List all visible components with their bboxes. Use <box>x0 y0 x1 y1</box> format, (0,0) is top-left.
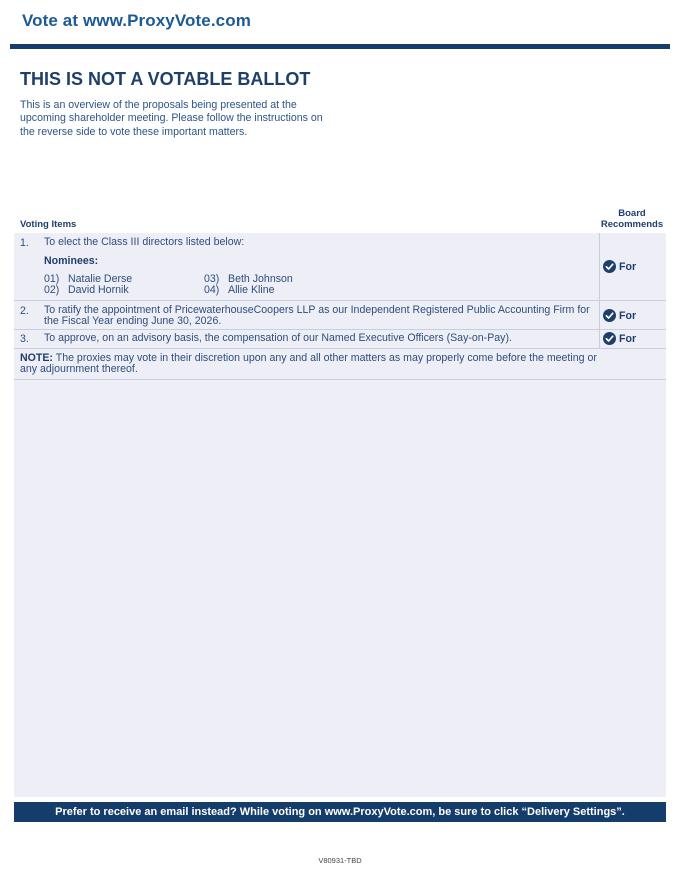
voting-item-row <box>14 233 666 301</box>
check-circle-icon <box>603 260 616 273</box>
column-divider <box>599 233 600 300</box>
check-circle-icon <box>603 332 616 345</box>
column-header-board-recommends <box>596 208 668 230</box>
check-circle-icon <box>603 309 616 322</box>
recommendation <box>603 332 636 345</box>
voting-table <box>14 233 666 797</box>
nominee-number: 03) <box>204 273 220 285</box>
item-text: To approve, on an advisory basis, the compensation of our Named Executive Officers (Say-on-Pay). <box>44 332 512 344</box>
nominee-number: 04) <box>204 284 220 296</box>
document-code: V80931-TBD <box>318 856 362 865</box>
column-header-line1: Board <box>618 208 646 219</box>
nominee-name: David Hornik <box>68 284 129 296</box>
voting-item-row <box>14 330 666 349</box>
item-number: 2. <box>20 305 29 317</box>
recommendation-label: For <box>619 332 637 345</box>
nominee-name: Beth Johnson <box>228 273 293 285</box>
nominee-number: 02) <box>44 284 60 296</box>
item-number: 1. <box>20 237 29 249</box>
ballot-heading: THIS IS NOT A VOTABLE BALLOT <box>20 69 311 89</box>
note-row <box>14 349 666 380</box>
nominee-number: 01) <box>44 273 60 285</box>
item-text: To elect the Class III directors listed below: <box>44 236 245 248</box>
column-header-voting-items: Voting Items <box>20 219 77 230</box>
note <box>20 353 600 376</box>
recommendation <box>603 309 636 322</box>
column-divider <box>599 330 600 348</box>
ballot-intro: This is an overview of the proposals being presented at the upcoming shareholder meeting. Please follow the instructions on the reverse side to vote these important matters. <box>20 99 323 138</box>
item-number: 3. <box>20 333 29 345</box>
note-label: NOTE: <box>20 352 53 364</box>
recommendation-label: For <box>619 260 637 273</box>
item-text: To ratify the appointment of PricewaterhouseCoopers LLP as our Independent Registered Public Accounting Firm for the Fiscal Year ending June 30, 2026. <box>44 304 590 328</box>
header-title[interactable]: Vote at www.ProxyVote.com <box>22 11 251 30</box>
header-rule <box>10 44 670 49</box>
column-header-line2: Recommends <box>600 219 664 230</box>
recommendation <box>603 260 636 273</box>
delivery-settings-banner: Prefer to receive an email instead? While voting on www.ProxyVote.com, be sure to click “Delivery Settings”. <box>14 802 666 822</box>
recommendation-label: For <box>619 309 637 322</box>
column-divider <box>599 301 600 329</box>
nominee-name: Natalie Derse <box>68 273 133 285</box>
voting-item-row <box>14 301 666 330</box>
nominees-label: Nominees: <box>44 255 99 267</box>
note-text: The proxies may vote in their discretion upon any and all other matters as may properly come before the meeting or any adjournment thereof. <box>20 352 597 376</box>
nominee-name: Allie Kline <box>228 284 275 296</box>
